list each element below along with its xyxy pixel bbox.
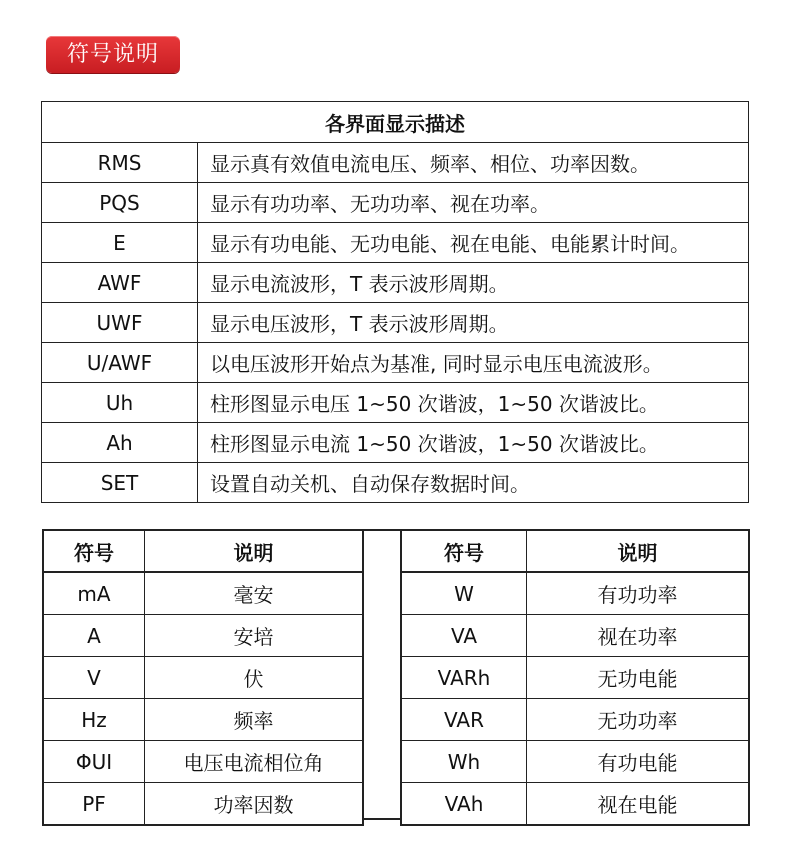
description-cell: 无功功率 <box>527 699 750 741</box>
description-cell: 毫安 <box>145 572 364 615</box>
description-cell: 安培 <box>145 615 364 657</box>
table-header-row <box>43 530 363 572</box>
description-cell: 视在功率 <box>527 615 750 657</box>
symbol-cell: A <box>43 615 145 657</box>
table-row <box>42 183 749 223</box>
symbol-cell: VA <box>401 615 527 657</box>
description-cell: 无功电能 <box>527 657 750 699</box>
symbol-cell: Ah <box>42 423 198 463</box>
table-row <box>401 741 749 783</box>
description-cell: 以电压波形开始点为基准, 同时显示电压电流波形。 <box>198 343 749 383</box>
symbol-header: 符号 <box>43 530 145 572</box>
unit-symbol-table-left <box>42 529 364 826</box>
description-cell: 柱形图显示电流 1~50 次谐波，1~50 次谐波比。 <box>198 423 749 463</box>
symbol-cell: Wh <box>401 741 527 783</box>
table-row <box>42 383 749 423</box>
screen-description-table <box>41 101 749 503</box>
description-cell: 电压电流相位角 <box>145 741 364 783</box>
table-row <box>42 143 749 183</box>
symbol-cell: E <box>42 223 198 263</box>
symbol-cell: VAh <box>401 783 527 826</box>
symbol-cell: V <box>43 657 145 699</box>
description-cell: 显示有功电能、无功电能、视在电能、电能累计时间。 <box>198 223 749 263</box>
symbol-cell: AWF <box>42 263 198 303</box>
table-row <box>401 572 749 615</box>
table-row <box>401 615 749 657</box>
table-row <box>401 699 749 741</box>
table-row <box>43 615 363 657</box>
unit-symbol-table-right <box>400 529 750 826</box>
table-row <box>43 572 363 615</box>
description-cell: 显示真有效值电流电压、频率、相位、功率因数。 <box>198 143 749 183</box>
table-row <box>401 657 749 699</box>
symbol-cell: W <box>401 572 527 615</box>
table-header-row <box>42 102 749 143</box>
description-cell: 显示电压波形，T 表示波形周期。 <box>198 303 749 343</box>
description-cell: 有功电能 <box>527 741 750 783</box>
table-row <box>42 223 749 263</box>
description-cell: 有功功率 <box>527 572 750 615</box>
table-row <box>42 263 749 303</box>
table-header: 各界面显示描述 <box>42 102 749 143</box>
description-cell: 柱形图显示电压 1~50 次谐波，1~50 次谐波比。 <box>198 383 749 423</box>
description-cell: 显示电流波形，T 表示波形周期。 <box>198 263 749 303</box>
table-row <box>43 783 363 826</box>
table-row <box>42 343 749 383</box>
symbol-cell: PQS <box>42 183 198 223</box>
table-gap-spacer <box>364 529 400 820</box>
table-row <box>42 463 749 503</box>
table-header-row <box>401 530 749 572</box>
table-row <box>42 423 749 463</box>
table-row <box>43 741 363 783</box>
symbol-cell: SET <box>42 463 198 503</box>
symbol-cell: PF <box>43 783 145 826</box>
symbol-cell: ΦUI <box>43 741 145 783</box>
table-row <box>43 657 363 699</box>
table-row <box>401 783 749 826</box>
description-cell: 伏 <box>145 657 364 699</box>
description-cell: 功率因数 <box>145 783 364 826</box>
description-cell: 显示有功功率、无功功率、视在功率。 <box>198 183 749 223</box>
symbol-cell: Hz <box>43 699 145 741</box>
symbol-cell: VARh <box>401 657 527 699</box>
symbol-cell: UWF <box>42 303 198 343</box>
symbol-cell: RMS <box>42 143 198 183</box>
description-header: 说明 <box>527 530 750 572</box>
description-cell: 频率 <box>145 699 364 741</box>
table-row <box>42 303 749 343</box>
symbol-cell: mA <box>43 572 145 615</box>
symbol-header: 符号 <box>401 530 527 572</box>
description-header: 说明 <box>145 530 364 572</box>
symbol-cell: Uh <box>42 383 198 423</box>
symbol-cell: VAR <box>401 699 527 741</box>
table-row <box>43 699 363 741</box>
section-title-badge: 符号说明 <box>46 36 180 73</box>
symbol-cell: U/AWF <box>42 343 198 383</box>
description-cell: 视在电能 <box>527 783 750 826</box>
description-cell: 设置自动关机、自动保存数据时间。 <box>198 463 749 503</box>
